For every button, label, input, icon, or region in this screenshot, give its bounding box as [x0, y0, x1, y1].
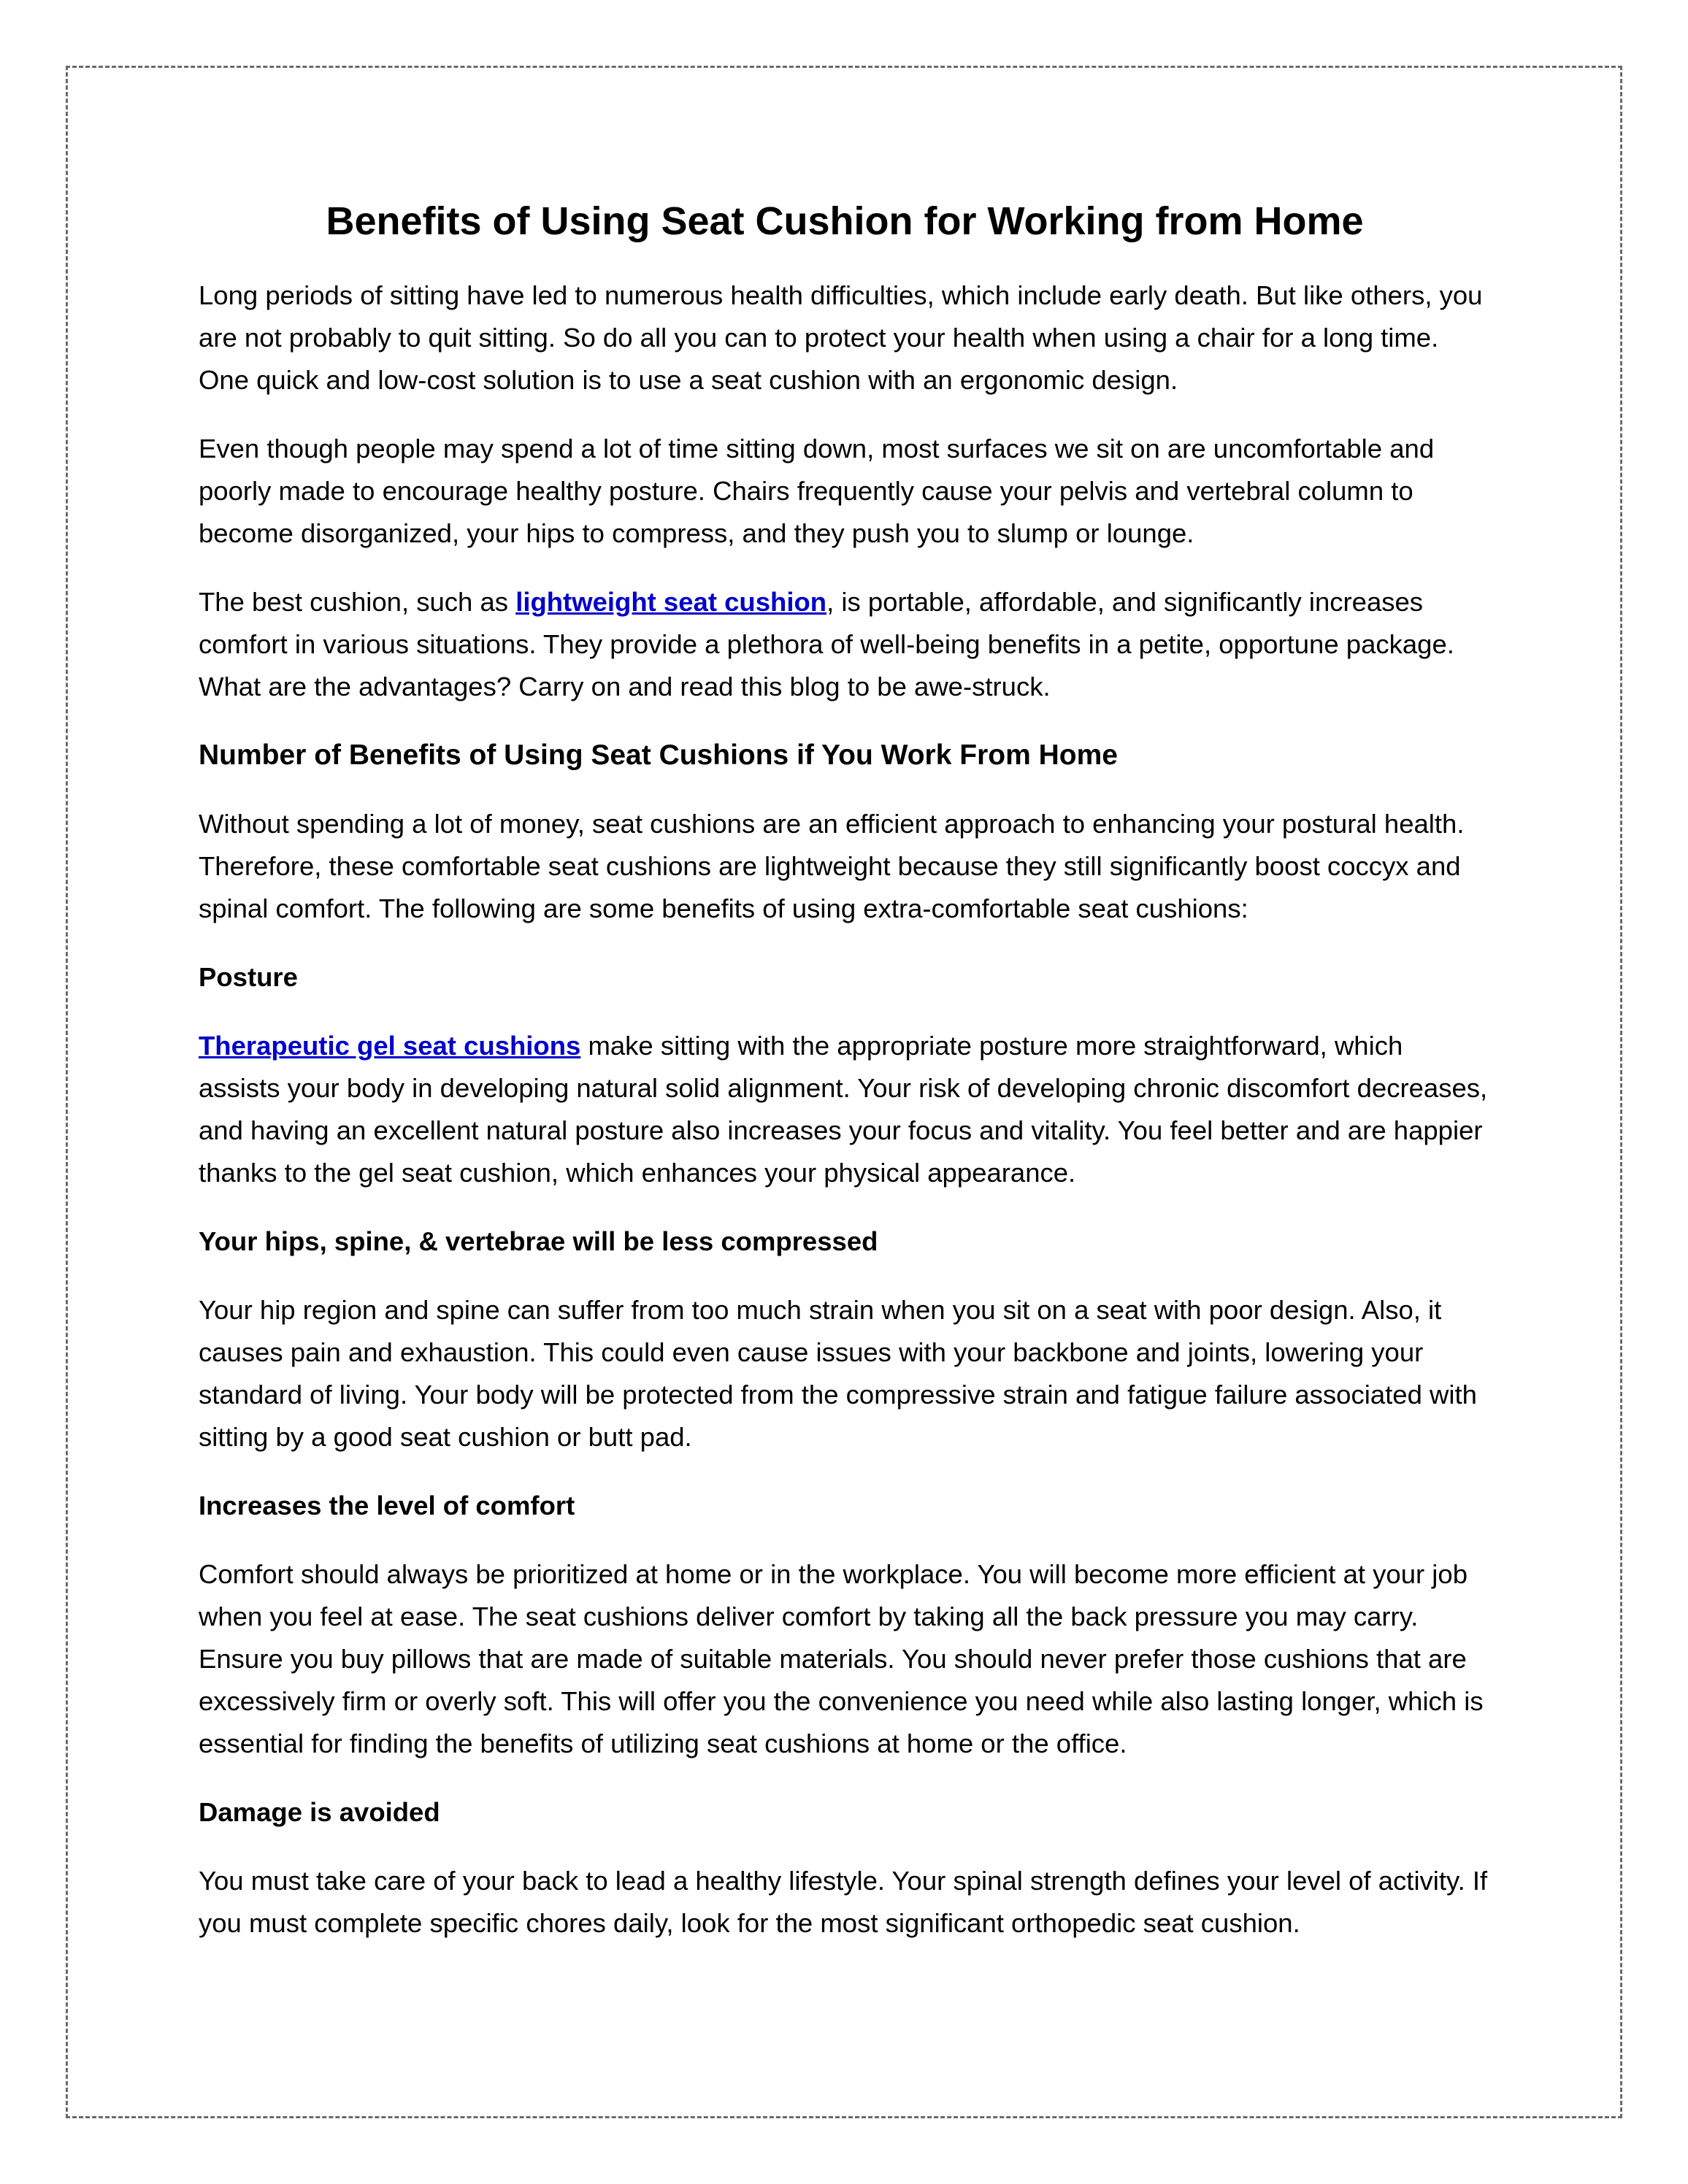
damage-heading: Damage is avoided	[199, 1797, 440, 1828]
benefits-intro-paragraph: Without spending a lot of money, seat cushions are an efficient approach to enhancing your postural health. Therefore, these comfortable seat cushions are lightweight because they still significantly boost coccyx and spinal comfort. The following are some benefits of using extra-comfortable seat cushions:	[199, 809, 1465, 924]
intro-paragraph-1: Long periods of sitting have led to numerous health difficulties, which include early death. But like others, you are not probably to quit sitting. So do all you can to protect your health when using a chair for a long time. One quick and low-cost solution is to use a seat cushion with an ergonomic design.	[199, 280, 1483, 396]
posture-paragraph	[199, 1025, 1491, 1194]
intro-paragraph-2: Even though people may spend a lot of time sitting down, most surfaces we sit on are uncomfortable and poorly made to encourage healthy posture. Chairs frequently cause your pelvis and vertebral column to become disorganized, your hips to compress, and they push you to slump or lounge.	[199, 434, 1435, 549]
comfort-heading: Increases the level of comfort	[199, 1491, 575, 1521]
compression-heading: Your hips, spine, & vertebrae will be less compressed	[199, 1226, 878, 1257]
intro-paragraph-3-start: The best cushion, such as	[199, 587, 516, 618]
therapeutic-gel-seat-cushions-link[interactable]: Therapeutic gel seat cushions	[199, 1031, 581, 1061]
posture-heading: Posture	[199, 962, 298, 993]
document-title: Benefits of Using Seat Cushion for Working from Home	[326, 199, 1364, 243]
lightweight-seat-cushion-link[interactable]: lightweight seat cushion	[515, 587, 827, 618]
intro-paragraph-3	[199, 581, 1491, 708]
document-body	[199, 196, 1491, 1971]
intro-paragraph-3-end: , is portable, affordable, and significantly increases comfort in various situations. They provide a plethora of well-being benefits in a petite, opportune package. What are the advantages? Carry on and read this blog to be awe-struck.	[199, 587, 1454, 702]
posture-paragraph-text: make sitting with the appropriate posture more straightforward, which assists your body in developing natural solid alignment. Your risk of developing chronic discomfort decreases, and having an excellent natural posture also increases your focus and vitality. You feel better and are happier thanks to the gel seat cushion, which enhances your physical appearance.	[199, 1031, 1488, 1188]
compression-paragraph: Your hip region and spine can suffer from too much strain when you sit on a seat with poor design. Also, it causes pain and exhaustion. This could even cause issues with your backbone and joints, lowering your standard of living. Your body will be protected from the compressive strain and fatigue failure associated with sitting by a good seat cushion or butt pad.	[199, 1295, 1477, 1453]
benefits-section-heading: Number of Benefits of Using Seat Cushions if You Work From Home	[199, 739, 1118, 772]
comfort-paragraph: Comfort should always be prioritized at home or in the workplace. You will become more efficient at your job when you feel at ease. The seat cushions deliver comfort by taking all the back pressure you may carry. Ensure you buy pillows that are made of suitable materials. You should never prefer those cushions that are excessively firm or overly soft. This will offer you the convenience you need while also lasting longer, which is essential for finding the benefits of utilizing seat cushions at home or the office.	[199, 1559, 1484, 1759]
damage-paragraph: You must take care of your back to lead a healthy lifestyle. Your spinal strength defines your level of activity. If you must complete specific chores daily, look for the most significant orthopedic seat cushion.	[199, 1866, 1488, 1939]
